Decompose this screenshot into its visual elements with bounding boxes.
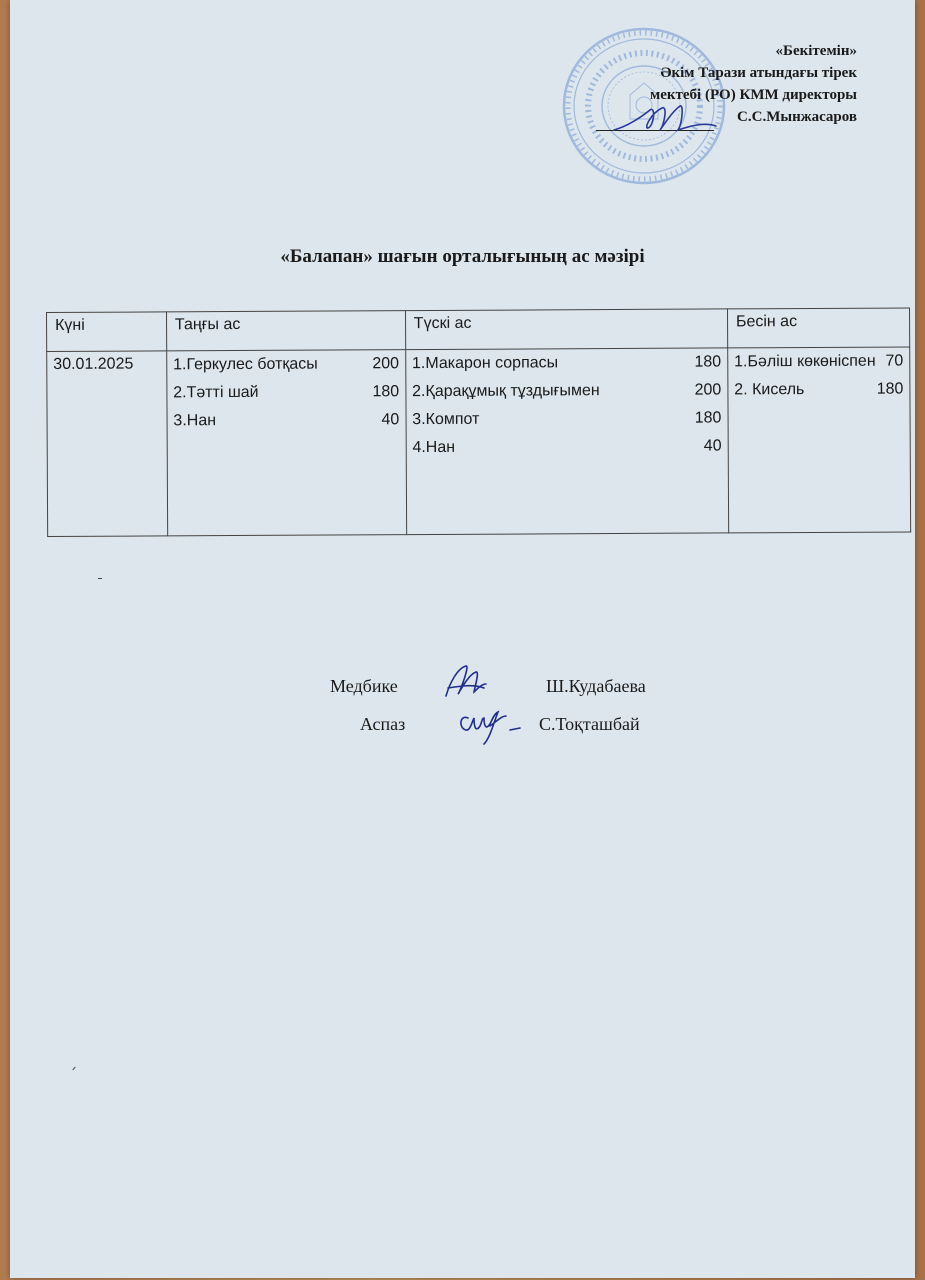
approval-director-name: С.С.Мынжасаров [737, 109, 857, 125]
list-item [412, 352, 721, 374]
nurse-signature-icon [440, 662, 490, 702]
approval-position-line: мектебі (РО) КММ директоры [650, 87, 857, 103]
snack-cell [728, 347, 911, 533]
list-item [734, 380, 903, 401]
paper-mark [98, 578, 102, 579]
dish-name: 2.Қарақұмық тұздығымен [412, 382, 600, 401]
nurse-role-label: Медбике [330, 676, 398, 696]
dish-qty: 200 [694, 381, 722, 399]
dish-qty: 180 [694, 409, 722, 427]
dish-name: 1.Геркулес ботқасы [173, 355, 318, 374]
table-row [47, 347, 911, 537]
approval-header: «Бекітемін» [775, 43, 857, 59]
list-item [412, 408, 721, 430]
dish-name: 2. Кисель [734, 381, 805, 399]
dish-name: 3.Нан [173, 412, 217, 430]
cook-signature-row [0, 714, 925, 754]
page-title: «Балапан» шағын орталығының ас мәзірі [280, 246, 645, 267]
dish-name: 1.Бәліш көкөніспен [734, 352, 876, 371]
column-header-breakfast: Таңғы ас [166, 311, 405, 351]
list-item [173, 354, 399, 375]
dish-qty: 40 [381, 411, 400, 429]
list-item [173, 382, 399, 403]
dish-name: 2.Тәтті шай [173, 383, 259, 402]
breakfast-cell [167, 350, 407, 536]
cook-signature-icon [454, 702, 524, 748]
dish-name: 3.Компот [412, 410, 480, 429]
dish-qty: 70 [885, 352, 904, 370]
nurse-name-label: Ш.Кудабаева [546, 676, 646, 696]
menu-table [46, 307, 911, 537]
cook-name-label: С.Тоқташбай [539, 714, 640, 734]
date-cell: 30.01.2025 [47, 351, 168, 537]
table-header-row [47, 308, 910, 352]
list-item [734, 352, 903, 373]
lunch-cell [405, 348, 728, 535]
director-signature-icon [610, 96, 720, 140]
list-item [412, 380, 721, 402]
dish-qty: 180 [694, 353, 722, 371]
dish-qty: 200 [372, 355, 400, 373]
document-page [10, 0, 915, 1278]
column-header-lunch: Түскі ас [405, 309, 727, 350]
approval-org-line: Әкім Тарази атындағы тірек [660, 65, 857, 81]
dish-qty: 40 [703, 437, 722, 455]
column-header-snack: Бесін ас [727, 308, 909, 348]
list-item [173, 410, 399, 431]
dish-name: 1.Макарон сорпасы [411, 354, 559, 373]
dish-qty: 180 [372, 383, 400, 401]
dish-name: 4.Нан [412, 438, 456, 457]
column-header-date: Күні [47, 312, 167, 352]
dish-qty: 180 [876, 380, 904, 398]
cook-role-label: Аспаз [360, 714, 406, 734]
list-item [412, 436, 721, 458]
